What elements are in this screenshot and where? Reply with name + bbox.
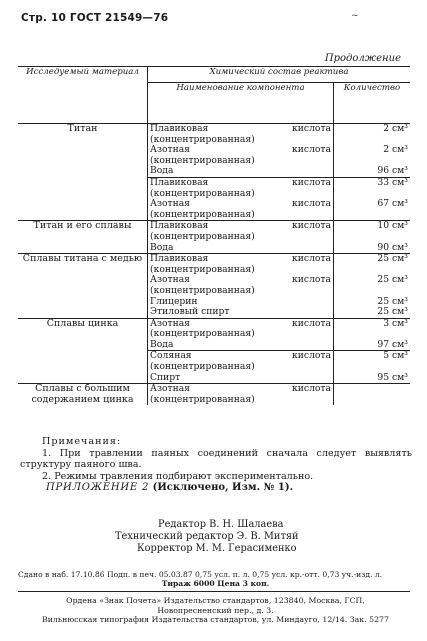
material-cell: Сплавы цинка [18, 318, 148, 384]
quantity-cell: 10 см³ [377, 220, 408, 232]
print-info-line-2: Тираж 6000 Цена 3 коп. [161, 579, 270, 589]
quantity-cell: 2 см³ [383, 123, 408, 134]
quantity-cell: 67 см³ [334, 199, 411, 221]
header-quantity: Количество [334, 83, 411, 124]
quantity-cell: 25 см³ [334, 307, 411, 318]
material-cell: Титан и его сплавы [18, 221, 148, 254]
print-info-line-1: Сдано в наб. 17.10.86 Подп. в печ. 05.03.87 0,75 усл. п. л. 0,75 усл. кр.-отт. 0,73 уч.-изд. л. [18, 570, 383, 579]
component-cell: Азотная кислота (концентрированная) [148, 199, 334, 221]
quantity-cell: 25 см³ [377, 253, 408, 265]
corrector-line: Корректор М. М. Герасименко [137, 543, 297, 555]
component-cell: Плавиковая кислота (концентрированная) [148, 124, 334, 146]
quantity-cell: 2 см³ [383, 144, 408, 156]
quantity-cell: 96 см³ [334, 166, 411, 177]
quantity-cell: 95 см³ [334, 373, 411, 384]
component-cell: Азотная кислота (концентрированная) [148, 384, 334, 406]
component-cell: Азотная кислота (концентрированная) [148, 275, 334, 296]
table-row [18, 254, 410, 276]
component-cell: Глицерин [148, 297, 334, 308]
material-cell: Сплавы титана с медью [18, 254, 148, 319]
publisher-line-2: Новопресненский пер., д. 3. [157, 605, 274, 615]
note-1: 1. При травлении паяных соединений сначала следует выявлять структуру паяного шва. [20, 447, 412, 471]
credits-block [115, 519, 299, 556]
continuation-label: Продолжение [324, 53, 401, 64]
publisher-line-3: Вильнюсская типография Издательства стандартов, ул. Миндауго, 12/14. Зак. 5277 [42, 615, 389, 625]
component-cell: Спирт [148, 373, 334, 384]
material-cell: Титан [18, 124, 148, 221]
note-2: 2. Режимы травления подбирают экспериментально. [42, 470, 314, 482]
quantity-cell [334, 384, 411, 406]
component-cell: Вода [148, 340, 334, 351]
page-header: Стр. 10 ГОСТ 21549—76 [21, 12, 169, 24]
editor-line: Редактор В. Н. Шалаева [158, 519, 284, 530]
quantity-cell: 25 см³ [377, 295, 408, 307]
divider [18, 591, 410, 592]
print-info [18, 570, 413, 588]
quantity-cell: 3 см³ [383, 317, 408, 329]
notes-block [20, 436, 412, 482]
reagent-table [18, 66, 410, 405]
table-row [18, 318, 410, 340]
component-cell: Этиловый спирт [148, 307, 334, 318]
material-cell: Сплавы с большим содержанием цинка [18, 384, 148, 406]
component-cell: Вода [148, 243, 334, 254]
component-cell: Плавиковая кислота (концентрированная) [148, 254, 334, 276]
header-component: Наименование компонента [148, 83, 334, 124]
publisher-line-1: Ордена «Знак Почета» Издательство стандартов, 123840, Москва, ГСП, [66, 596, 365, 605]
component-cell: Азотная кислота (концентрированная) [148, 318, 334, 340]
corner-mark: ~ [351, 11, 359, 21]
appendix-label: ПРИЛОЖЕНИЕ 2 [46, 482, 150, 493]
quantity-cell: 90 см³ [334, 243, 411, 254]
header-composition: Химический состав реактива [148, 67, 411, 83]
component-cell: Азотная кислота (концентрированная) [148, 145, 334, 166]
component-cell: Плавиковая кислота (концентрированная) [148, 177, 334, 199]
table-row [18, 124, 410, 146]
component-cell: Соляная кислота (концентрированная) [148, 351, 334, 373]
quantity-cell: 97 см³ [334, 340, 411, 351]
publisher-info [18, 596, 413, 625]
tech-editor-line: Технический редактор Э. В. Митяй [115, 531, 299, 543]
quantity-cell: 5 см³ [383, 350, 408, 362]
appendix-line [46, 482, 293, 493]
appendix-text: (Исключено, Изм. № 1). [149, 482, 294, 493]
quantity-cell: 25 см³ [377, 274, 408, 286]
header-material: Исследуемый материал [18, 67, 148, 124]
table-row [18, 221, 410, 243]
component-cell: Вода [148, 166, 334, 177]
table-row [18, 384, 410, 406]
component-cell: Плавиковая кислота (концентрированная) [148, 221, 334, 243]
notes-title: Примечания: [42, 436, 122, 447]
quantity-cell: 33 см³ [377, 176, 408, 188]
